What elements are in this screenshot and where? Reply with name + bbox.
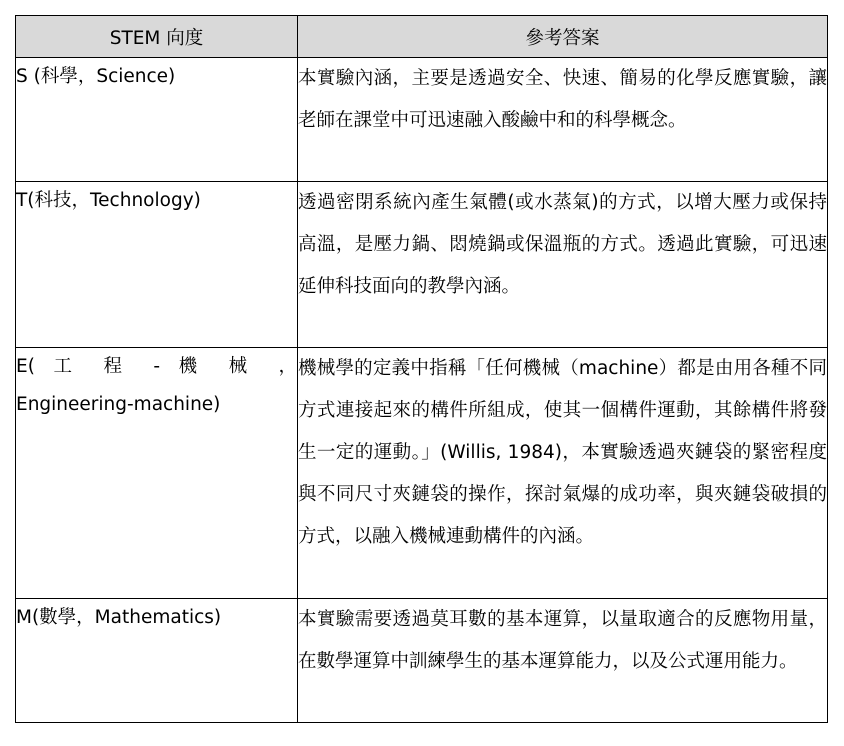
dimension-label-line-1: [16, 348, 297, 386]
header-stem-dimension: STEM 向度: [16, 16, 298, 58]
answer-cell: [298, 58, 828, 182]
dimension-label-line-2: Engineering-machine): [16, 394, 221, 415]
table-header: [16, 16, 828, 58]
answer-cell: [298, 599, 828, 723]
answer-cell: [298, 348, 828, 599]
table-row-technology: [16, 182, 828, 348]
dimension-cell: [16, 599, 298, 723]
header-row: [16, 16, 828, 58]
dimension-label-line-1-text: E( 工 程 - 機 械 ，: [16, 356, 297, 377]
answer-text: 本實驗內涵，主要是透過安全、快速、簡易的化學反應實驗，讓老師在課堂中可迅速融入酸鹼中和的科學概念。: [298, 68, 827, 131]
answer-text: 透過密閉系統內產生氣體(或水蒸氣)的方式，以增大壓力或保持高溫，是壓力鍋、悶燒鍋或保溫瓶的方式。透過此實驗，可迅速延伸科技面向的教學內涵。: [298, 192, 827, 297]
dimension-cell: [16, 182, 298, 348]
table-row-engineering: [16, 348, 828, 599]
header-reference-answer: 參考答案: [298, 16, 828, 58]
dimension-label: S (科學，Science): [16, 66, 176, 87]
dimension-label: M(數學，Mathematics): [16, 607, 222, 628]
dimension-label: T(科技，Technology): [16, 190, 201, 211]
answer-cell: [298, 182, 828, 348]
table-row-science: [16, 58, 828, 182]
dimension-cell: [16, 348, 298, 599]
dimension-cell: [16, 58, 298, 182]
answer-text: 機械學的定義中指稱「任何機械（machine）都是由用各種不同方式連接起來的構件所組成，使其一個構件運動，其餘構件將發生一定的運動。」(Willis, 1984)，本實驗透過夾鏈袋的緊密程度與不同尺寸夾鏈袋的操作，探討氣爆的成功率，與夾鏈袋破損的方式，以融入機械連動構件的內涵。: [298, 358, 827, 547]
table-row-mathematics: [16, 599, 828, 723]
stem-reference-table: [15, 15, 828, 723]
answer-text: 本實驗需要透過莫耳數的基本運算，以量取適合的反應物用量，在數學運算中訓練學生的基本運算能力，以及公式運用能力。: [298, 609, 827, 672]
